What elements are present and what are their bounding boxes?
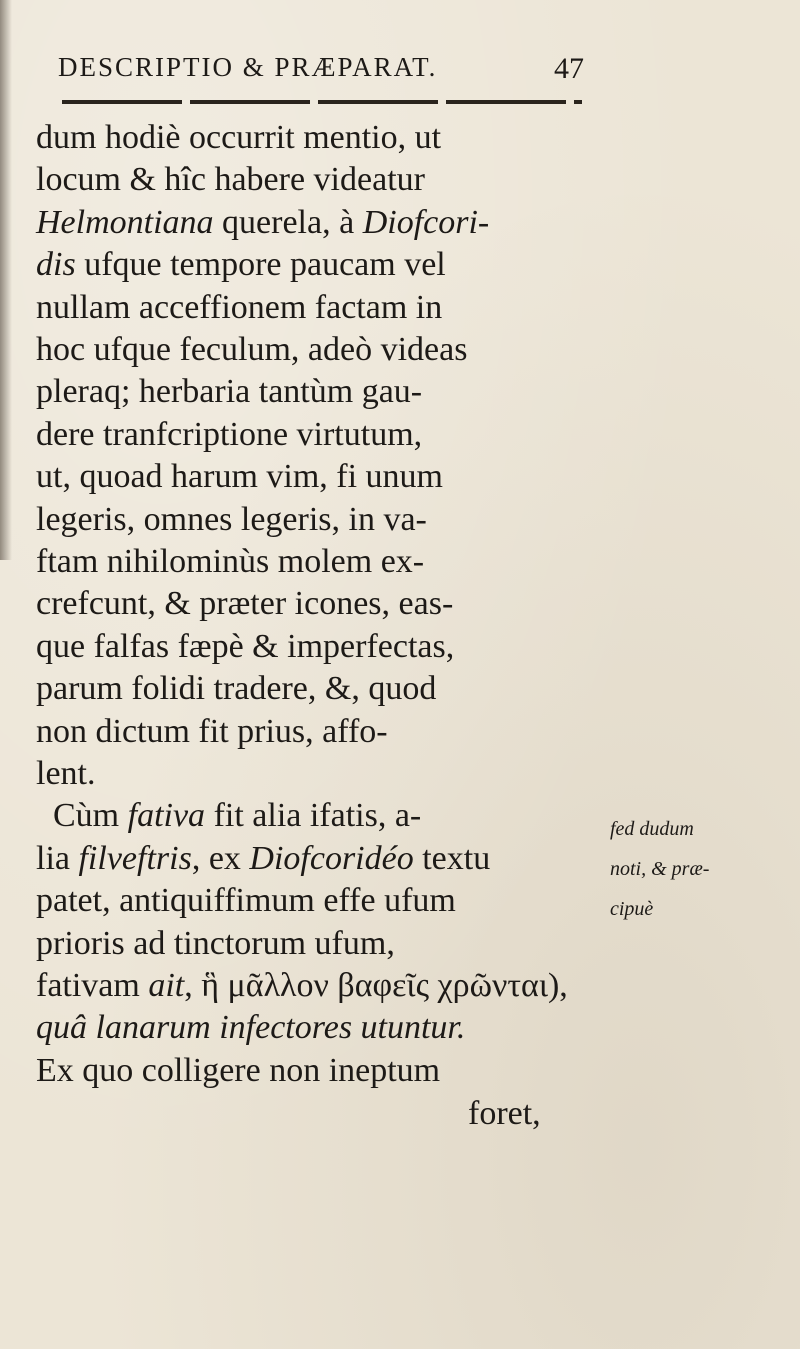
margin-note-1: fed dudum <box>610 818 694 840</box>
text-line: crefcunt, & præter icones, eas- <box>36 585 454 623</box>
text-line: dis ufque tempore paucam vel <box>36 246 446 284</box>
text-line: Ex quo colligere non ineptum <box>36 1051 441 1089</box>
text-line: lia filveftris, ex Diofcoridéo textu <box>36 839 491 877</box>
text-line: que falfas fæpè & imperfectas, <box>36 627 455 665</box>
text-line: legeris, omnes legeris, in va- <box>36 500 427 538</box>
text-line: non dictum fit prius, affo- <box>36 712 388 750</box>
text-line: prioris ad tinctorum ufum, <box>36 924 395 962</box>
text-line: pleraq; herbaria tantùm gau- <box>36 373 423 411</box>
text-line: Cùm fativa fit alia ifatis, a- <box>36 797 422 835</box>
margin-note-3: cipuè <box>610 898 654 920</box>
catchword: foret, <box>468 1095 541 1132</box>
margin-note-2: noti, & præ- <box>610 858 710 880</box>
text-line: fativam ait, ἣ μᾶλλον βαφεῖς χρῶνται), <box>36 967 568 1004</box>
text-line: quâ lanarum infectores utuntur. <box>36 1009 466 1047</box>
text-line: ftam nihilominùs molem ex- <box>36 543 425 580</box>
page-gutter-shadow <box>0 0 12 560</box>
text-line: lent. <box>36 755 96 792</box>
running-header <box>58 52 584 92</box>
text-line: locum & hîc habere videatur <box>36 161 425 199</box>
text-line: ut, quoad harum vim, fi unum <box>36 458 444 496</box>
text-line: Helmontiana querela, à Diofcori- <box>36 203 490 241</box>
text-line: dere tranfcriptione virtutum, <box>36 415 423 453</box>
header-rule <box>62 100 582 104</box>
page-number: 47 <box>554 52 584 85</box>
running-title: DESCRIPTIO & PRÆPARAT. <box>58 52 438 82</box>
text-line: patet, antiquiffimum effe ufum <box>36 882 456 920</box>
text-line: parum folidi tradere, &, quod <box>36 670 437 708</box>
text-line: hoc ufque feculum, adeò videas <box>36 331 468 368</box>
text-line: dum hodiè occurrit mentio, ut <box>36 119 442 156</box>
text-line: nullam acceffionem factam in <box>36 288 443 326</box>
